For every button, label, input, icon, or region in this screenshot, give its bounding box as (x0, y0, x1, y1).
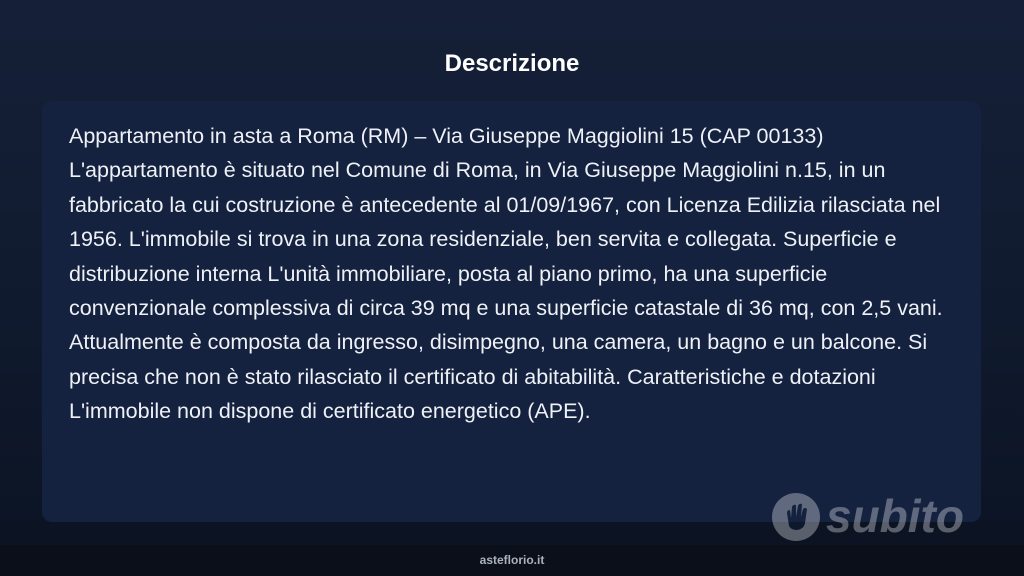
section-title: Descrizione (444, 50, 580, 77)
subito-hand-icon (772, 493, 820, 541)
description-card (42, 101, 981, 522)
description-text: Appartamento in asta a Roma (RM) – Via Giuseppe Maggiolini 15 (CAP 00133) L'appartamento è situato nel Comune di Roma, in Via Giuseppe Maggiolini n.15, in un fabbricato la cui costruzione è antecedente al 01/09/1967, con Licenza Edilizia rilasciata nel 1956. L'immobile si trova in una zona residenziale, ben servita e collegata. Superficie e distribuzione interna L'unità immobiliare, posta al piano primo, ha una superficie convenzionale complessiva di circa 39 mq e una superficie catastale di 36 mq, con 2,5 vani. Attualmente è composta da ingresso, disimpegno, una camera, un bagno e un balcone. Si precisa che non è stato rilasciato il certificato di abitabilità. Caratteristiche e dotazioni L'immobile non dispone di certificato energetico (APE). (69, 124, 943, 424)
footer-site-label: asteflorio.it (479, 553, 545, 567)
subito-logo-icon (772, 493, 820, 541)
subito-wordmark: subito (826, 490, 964, 542)
subito-watermark (770, 490, 980, 545)
